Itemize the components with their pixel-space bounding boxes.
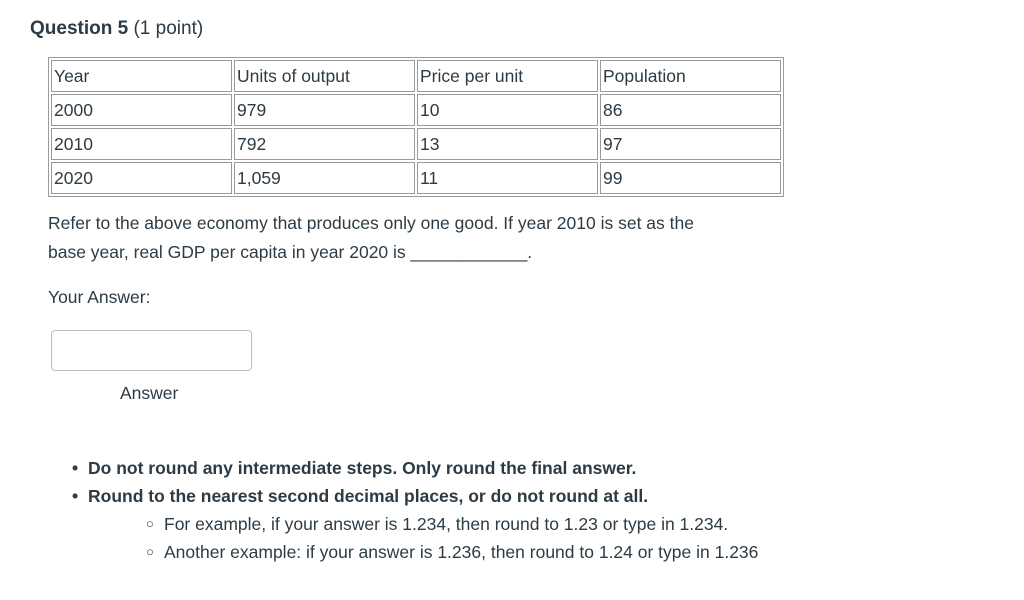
instruction-subtext: Another example: if your answer is 1.236, then round to 1.24 or type in 1.236 [164, 542, 759, 562]
instruction-item [70, 454, 810, 482]
instruction-subitem [88, 510, 810, 538]
circle-bullet-icon: ○ [146, 516, 154, 531]
question-header [30, 18, 203, 40]
circle-bullet-icon: ○ [146, 544, 154, 559]
table-cell: 86 [600, 94, 781, 126]
table-header-cell: Units of output [234, 60, 415, 92]
table-cell: 792 [234, 128, 415, 160]
table-cell: 99 [600, 162, 781, 194]
instructions-list [70, 454, 810, 566]
data-table [48, 57, 784, 197]
table-row [51, 94, 781, 126]
prompt-line-2: base year, real GDP per capita in year 2020 is ____________. [48, 242, 533, 262]
table-cell: 1,059 [234, 162, 415, 194]
table-header-cell: Price per unit [417, 60, 598, 92]
table-cell: 13 [417, 128, 598, 160]
table-header-cell: Year [51, 60, 232, 92]
bullet-icon: • [72, 458, 79, 478]
table-cell: 97 [600, 128, 781, 160]
table-header-cell: Population [600, 60, 781, 92]
bullet-icon: • [72, 486, 79, 506]
table-row [51, 128, 781, 160]
table-row [51, 162, 781, 194]
question-points: (1 point) [133, 18, 204, 39]
table-cell: 2010 [51, 128, 232, 160]
question-title: Question 5 [30, 18, 129, 39]
your-answer-label: Your Answer: [48, 287, 151, 307]
instruction-text: Round to the nearest second decimal places, or do not round at all. [88, 486, 649, 506]
table-cell: 11 [417, 162, 598, 194]
answer-caption: Answer [120, 383, 179, 403]
instruction-subtext: For example, if your answer is 1.234, then round to 1.23 or type in 1.234. [164, 514, 729, 534]
table-cell: 2000 [51, 94, 232, 126]
prompt-line-1: Refer to the above economy that produces only one good. If year 2010 is set as the [48, 213, 694, 233]
table-cell: 10 [417, 94, 598, 126]
instruction-subitem [88, 538, 810, 566]
answer-input[interactable] [51, 330, 252, 371]
instruction-text: Do not round any intermediate steps. Only round the final answer. [88, 458, 637, 478]
table-cell: 979 [234, 94, 415, 126]
table-cell: 2020 [51, 162, 232, 194]
instruction-item [70, 482, 810, 566]
question-prompt [48, 209, 788, 267]
table-header-row [51, 60, 781, 92]
